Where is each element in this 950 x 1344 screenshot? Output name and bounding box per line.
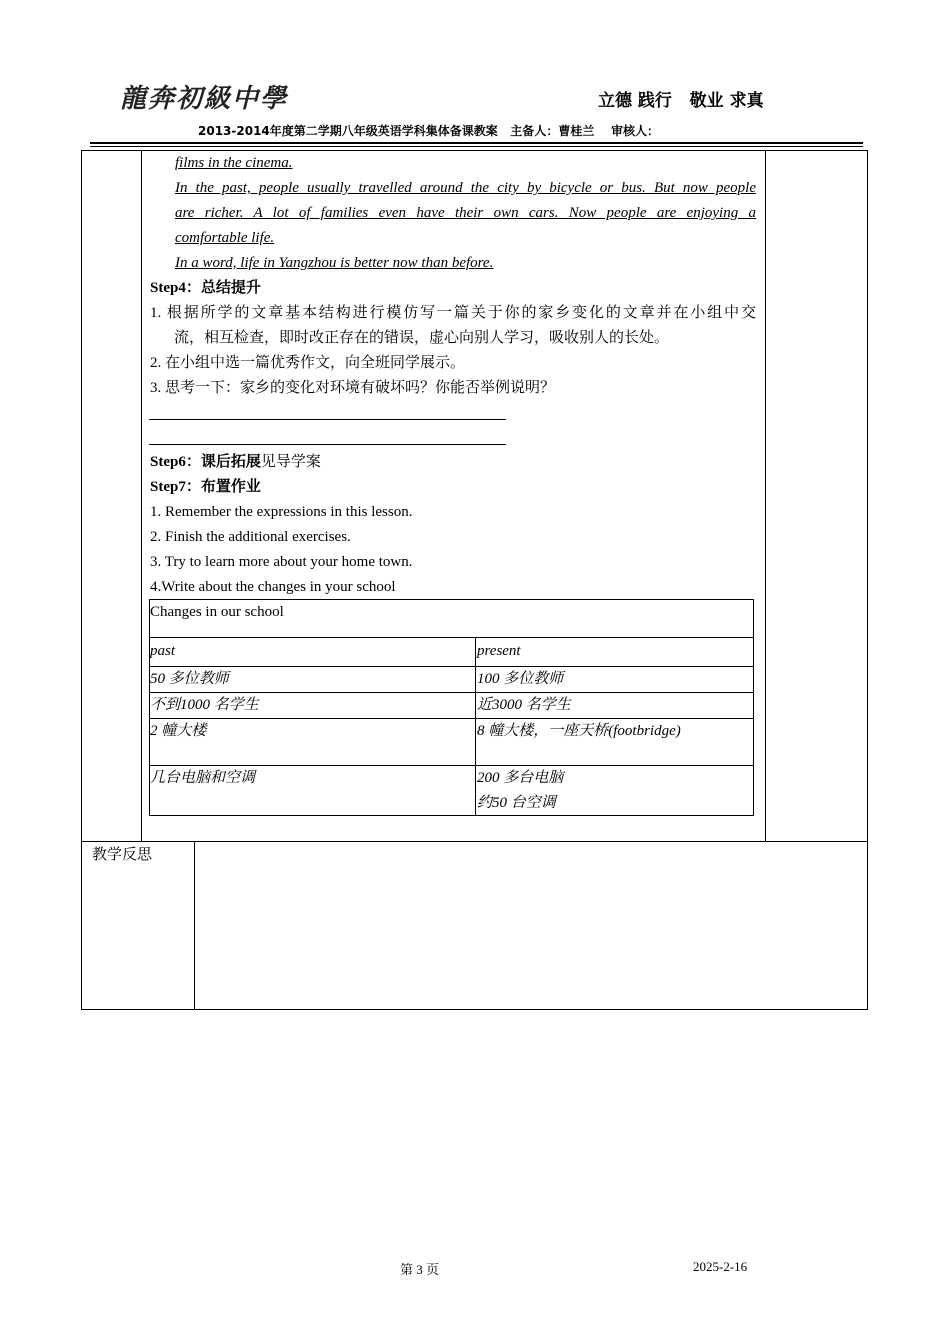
changes-table-title: Changes in our school [150,604,284,620]
answer-blank-line [149,444,506,445]
step4-item: 2. 在小组中选一篇优秀作文，向全班同学展示。 [150,355,466,371]
passage-line: are richer. A lot of families even have their own cars. Now people are enjoying a [175,205,756,221]
step4-heading: Step4：总结提升 [150,280,261,296]
table-cell-past: 几台电脑和空调 [150,770,256,786]
step6-line [150,450,321,475]
step7-item: 2. Finish the additional exercises. [150,529,351,545]
step7-item: 1. Remember the expressions in this lesson. [150,504,413,520]
step4-item: 1. 根据所学的文章基本结构进行模仿写一篇关于你的家乡变化的文章并在小组中交 [150,305,756,321]
column-header-present: present [477,643,521,659]
table-cell-present: 100 多位教师 [477,671,564,687]
header-rule-thick [90,142,863,144]
table-cell-present: 8 幢大楼，一座天桥(footbridge) [477,723,681,739]
step4-item: 流，相互检查，即时改正存在的错误，虚心向别人学习，吸收别人的长处。 [174,330,670,346]
school-motto: 立德 践行 敬业 求真 [598,91,764,111]
school-logo: 龍奔初級中學 [120,84,289,114]
passage-line: comfortable life. [175,230,275,246]
table-rule [149,637,754,638]
step7-item: 4.Write about the changes in your school [150,579,396,595]
header-rule-thin [90,146,863,147]
reflection-label: 教学反思 [92,847,153,863]
step4-item: 3. 思考一下：家乡的变化对环境有破坏吗？你能否举例说明？ [150,380,556,396]
print-date: 2025-2-16 [693,1259,748,1274]
table-cell-present: 200 多台电脑 [477,770,564,786]
table-rule [149,666,754,667]
table-cell-past: 50 多位教师 [150,671,229,687]
right-column-divider [765,150,766,841]
reflection-column-divider [194,841,195,1010]
passage-line: films in the cinema. [175,155,293,171]
table-cell-present: 近3000 名学生 [477,697,571,713]
table-cell-present: 约50 台空调 [477,795,556,811]
left-column-divider [141,150,142,841]
step6-heading: Step6：课后拓展 [150,454,261,470]
table-cell-past: 2 幢大楼 [150,723,207,739]
step7-item: 3. Try to learn more about your home town. [150,554,413,570]
page-number: 第 3 页 [400,1262,440,1277]
step6-text: 见导学案 [260,454,321,470]
passage-line: In the past, people usually travelled around the city by bicycle or bus. But now people [175,180,756,196]
column-header-past: past [150,643,176,659]
reflection-row-divider [81,841,868,842]
step7-heading: Step7：布置作业 [150,479,261,495]
table-cell-past: 不到1000 名学生 [150,697,259,713]
table-column-divider [475,637,476,816]
passage-line: In a word, life in Yangzhou is better now than before. [175,255,494,271]
document-subtitle: 2013-2014年度第二学期八年级英语学科集体备课教案 主备人：曹桂兰 审核人： [198,124,660,138]
answer-blank-line [149,419,506,420]
